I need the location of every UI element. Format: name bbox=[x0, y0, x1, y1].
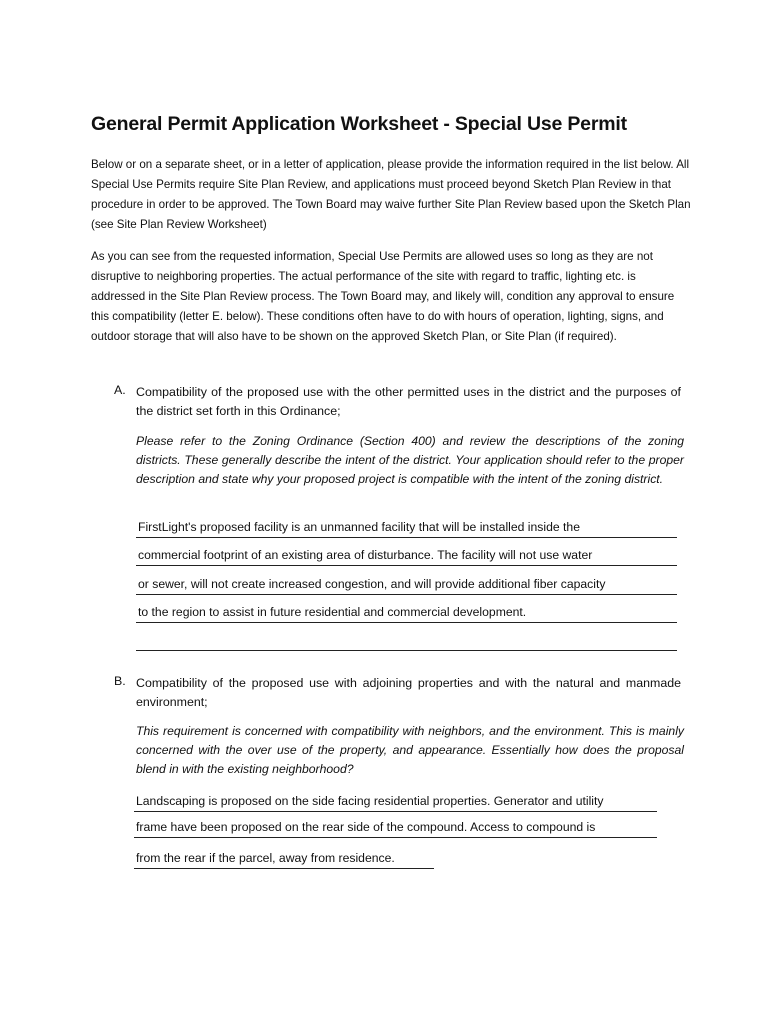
answer-a-line-3[interactable]: or sewer, will not create increased congestion, and will provide additional fiber capacity bbox=[136, 575, 677, 595]
answer-b-line-3[interactable]: from the rear if the parcel, away from residence. bbox=[134, 849, 434, 869]
intro-paragraph-2: As you can see from the requested information, Special Use Permits are allowed uses so long as they are not disruptive to neighboring properties. The actual performance of the site with regard to traffic, lighting etc. is addressed in the Site Plan Review process. The Town Board may, and likely will, condition any approval to ensure this compatibility (letter E. below). These conditions often have to do with hours of operation, lighting, signs, and outdoor storage that will also have to be shown on the approved Sketch Plan, or Site Plan (if required). bbox=[91, 250, 675, 343]
answer-b-line-2[interactable]: frame have been proposed on the rear side of the compound. Access to compound is bbox=[134, 818, 657, 838]
answer-a-line-2[interactable]: commercial footprint of an existing area of disturbance. The facility will not use water bbox=[136, 546, 677, 566]
answer-a-line-4[interactable]: to the region to assist in future residential and commercial development. bbox=[136, 603, 677, 623]
answer-b-line-1[interactable]: Landscaping is proposed on the side facing residential properties. Generator and utility bbox=[134, 792, 657, 812]
item-b-letter: B. bbox=[114, 674, 126, 688]
answer-a-line-1[interactable]: FirstLight's proposed facility is an unmanned facility that will be installed inside the bbox=[136, 518, 677, 538]
answer-a-line-5[interactable] bbox=[136, 631, 677, 651]
item-a-note: Please refer to the Zoning Ordinance (Section 400) and review the descriptions of the zoning districts. These generally describe the intent of the district. Your application should refer to the proper description and state why your proposed project is compatible with the intent of the zoning district. bbox=[136, 434, 684, 486]
intro-paragraph-1: Below or on a separate sheet, or in a letter of application, please provide the information required in the list below. All Special Use Permits require Site Plan Review, and applications must proceed beyond Sketch Plan Review in that procedure in order to be approved. The Town Board may waive further Site Plan Review based upon the Sketch Plan (see Site Plan Review Worksheet) bbox=[91, 158, 691, 231]
page-title: General Permit Application Worksheet - Special Use Permit bbox=[91, 113, 627, 135]
item-b-note: This requirement is concerned with compatibility with neighbors, and the environment. This is mainly concerned with the over use of the property, and appearance. Essentially how does the proposal blend in with the existing neighborhood? bbox=[136, 724, 684, 776]
item-a-letter: A. bbox=[114, 383, 126, 397]
item-b-text: Compatibility of the proposed use with adjoining properties and with the natural and manmade environment; bbox=[136, 676, 681, 709]
item-a-text: Compatibility of the proposed use with the other permitted uses in the district and the purposes of the district set forth in this Ordinance; bbox=[136, 385, 681, 418]
